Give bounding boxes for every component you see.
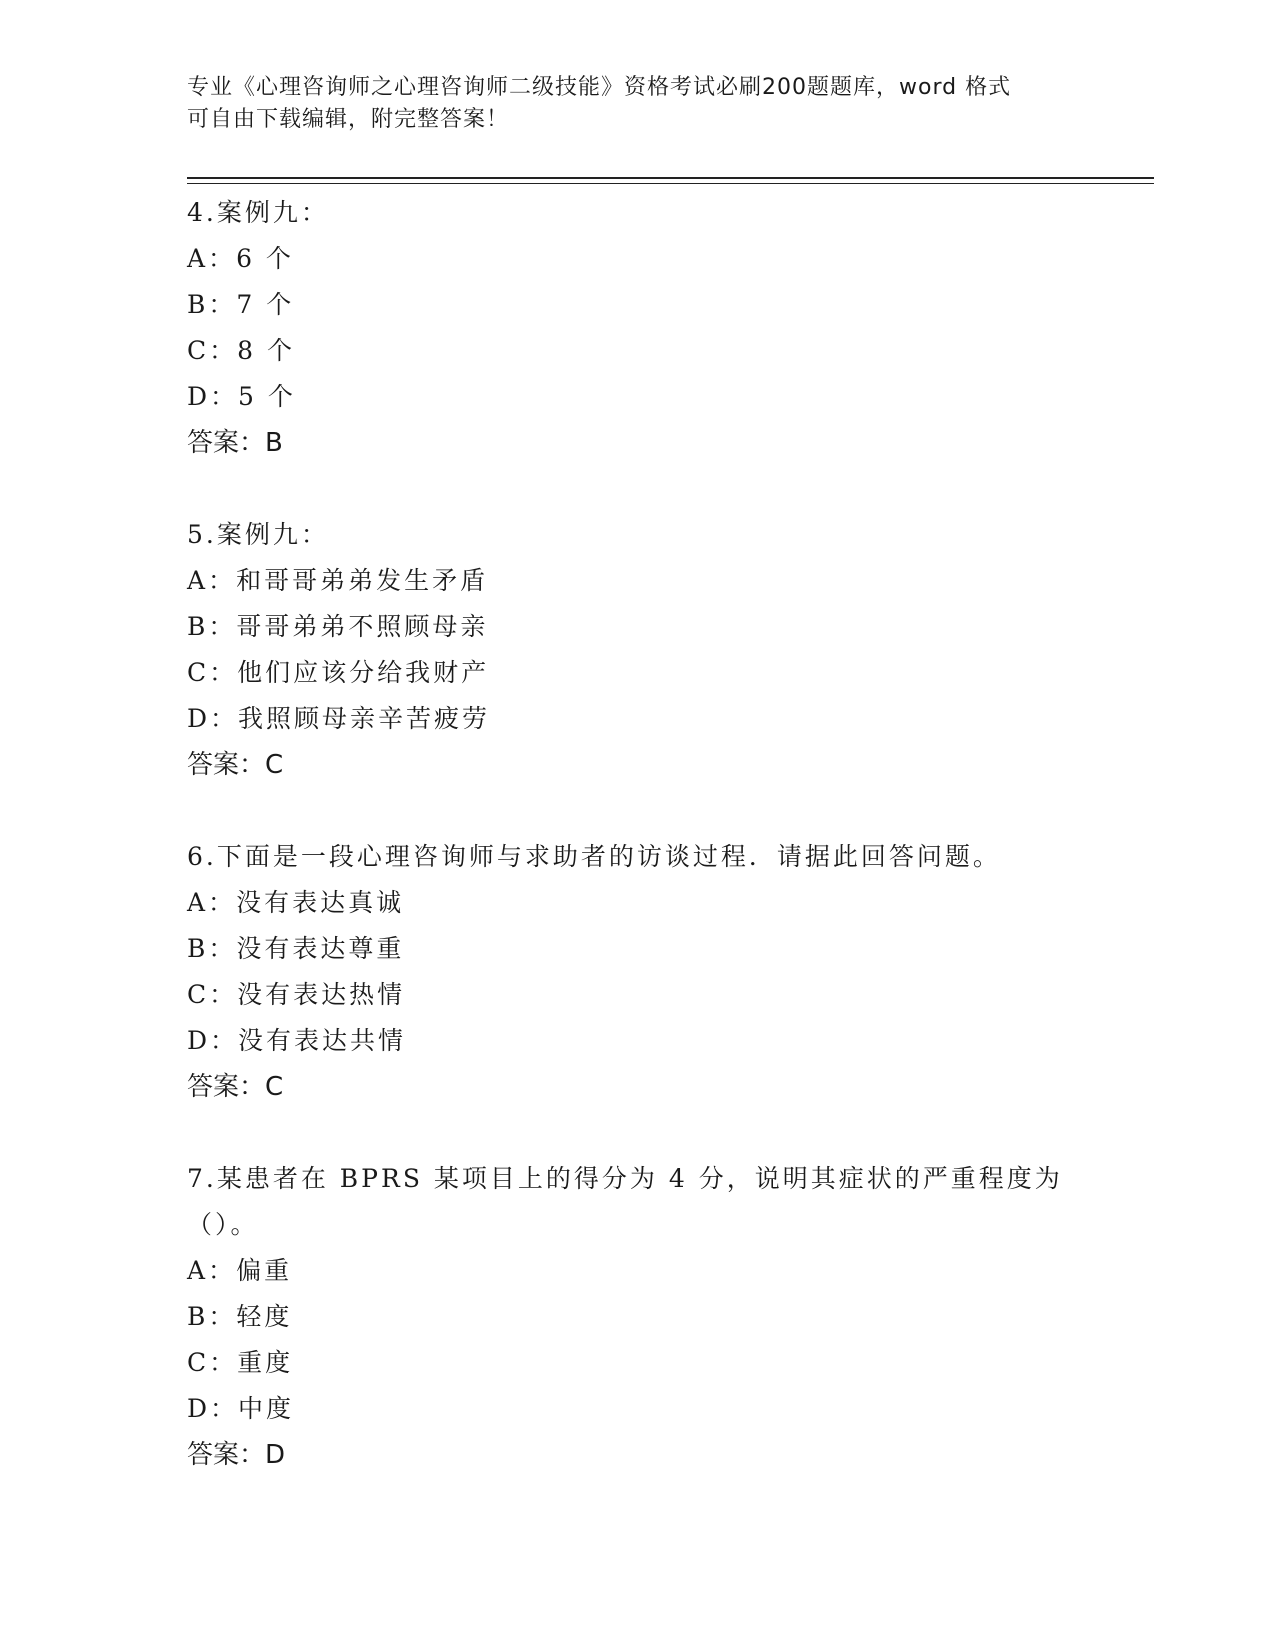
question-stem: 4.案例九：: [187, 198, 329, 227]
answer: 答案：B: [187, 428, 283, 458]
question-5: [187, 512, 1147, 788]
question-stem: 6.下面是一段心理咨询师与求助者的访谈过程．请据此回答问题。: [187, 842, 1001, 871]
option-text: 没有表达真诚: [236, 888, 405, 917]
option-label: B：: [187, 934, 237, 963]
option-label: D：: [187, 704, 239, 733]
option-d: [187, 1018, 1147, 1064]
option-text: 中度: [238, 1394, 295, 1423]
option-d: [187, 1386, 1147, 1432]
option-label: A：: [187, 566, 237, 595]
option-text: 6 个: [236, 244, 294, 273]
option-text: 和哥哥弟弟发生矛盾: [236, 566, 489, 595]
option-c: [187, 972, 1147, 1018]
option-d: [187, 374, 1147, 420]
option-text: 重度: [237, 1348, 294, 1377]
option-c: [187, 328, 1147, 374]
option-text: 没有表达热情: [237, 980, 406, 1009]
option-label: A：: [187, 888, 237, 917]
option-text: 8 个: [237, 336, 295, 365]
option-text: 没有表达共情: [238, 1026, 407, 1055]
question-stem: 7.某患者在 BPRS 某项目上的得分为 4 分，说明其症状的严重程度为（）。: [187, 1164, 1063, 1239]
option-label: C：: [187, 336, 238, 365]
option-text: 我照顾母亲辛苦疲劳: [238, 704, 491, 733]
option-b: [187, 926, 1147, 972]
option-label: B：: [187, 1302, 237, 1331]
answer: 答案：C: [187, 1072, 284, 1102]
option-label: D：: [187, 1026, 239, 1055]
option-label: B：: [187, 290, 237, 319]
option-label: D：: [187, 1394, 239, 1423]
option-label: A：: [187, 244, 237, 273]
header-divider-thin: [187, 183, 1154, 184]
question-6: [187, 834, 1147, 1110]
option-c: [187, 650, 1147, 696]
option-text: 轻度: [236, 1302, 293, 1331]
option-d: [187, 696, 1147, 742]
option-c: [187, 1340, 1147, 1386]
option-label: B：: [187, 612, 237, 641]
answer: 答案：D: [187, 1440, 286, 1470]
option-label: C：: [187, 658, 238, 687]
option-text: 5 个: [238, 382, 296, 411]
option-text: 哥哥弟弟不照顾母亲: [236, 612, 489, 641]
answer: 答案：C: [187, 750, 284, 780]
question-7: [187, 1156, 1147, 1478]
option-b: [187, 282, 1147, 328]
option-text: 他们应该分给我财产: [237, 658, 490, 687]
document-header: [187, 72, 1087, 136]
option-a: [187, 558, 1147, 604]
header-divider-thick: [187, 177, 1154, 179]
header-line-2: 可自由下载编辑，附完整答案！: [187, 107, 510, 132]
option-label: D：: [187, 382, 239, 411]
option-b: [187, 1294, 1147, 1340]
option-text: 没有表达尊重: [236, 934, 405, 963]
question-stem: 5.案例九：: [187, 520, 329, 549]
option-b: [187, 604, 1147, 650]
question-4: [187, 190, 1147, 466]
option-a: [187, 236, 1147, 282]
option-text: 7 个: [236, 290, 295, 319]
header-line-1: 专业《心理咨询师之心理咨询师二级技能》资格考试必刷200题题库，word 格式: [187, 75, 1012, 100]
question-list: [187, 190, 1147, 1524]
option-label: A：: [187, 1256, 237, 1285]
option-text: 偏重: [236, 1256, 293, 1285]
option-a: [187, 880, 1147, 926]
option-label: C：: [187, 980, 238, 1009]
option-a: [187, 1248, 1147, 1294]
option-label: C：: [187, 1348, 238, 1377]
